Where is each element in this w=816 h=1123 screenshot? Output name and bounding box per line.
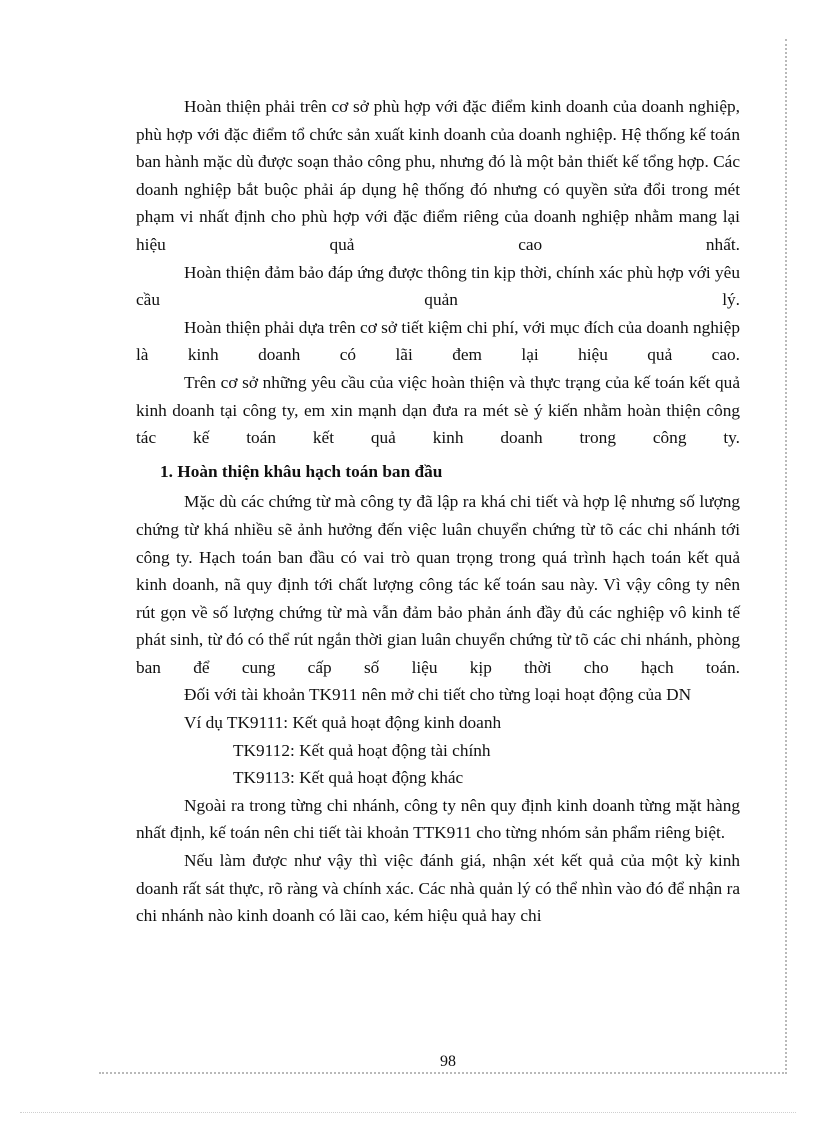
section-heading: 1. Hoàn thiện khâu hạch toán ban đầu <box>160 461 443 481</box>
paragraph: Đối với tài khoản TK911 nên mở chi tiết cho từng loại hoạt động của DN <box>184 685 692 705</box>
page-number: 98 <box>440 1053 456 1070</box>
paragraph: Nếu làm được như vậy thì việc đánh giá, nhận xét kết quả của một kỳ kinh doanh rất sát thực, rõ ràng và chính xác. Các nhà quản lý có thể nhìn vào đó để nhận ra chi nhánh nào kinh doanh có lãi cao, kém hiệu quả hay chi <box>136 851 740 926</box>
document-body <box>136 93 740 930</box>
paragraph: Hoàn thiện phải dựa trên cơ sở tiết kiệm chi phí, với mục đích của doanh nghiệp là kinh doanh có lãi đem lại hiệu quả cao. <box>136 317 740 365</box>
paragraph: Ngoài ra trong từng chi nhánh, công ty nên quy định kinh doanh từng mặt hàng nhất định, kế toán nên chi tiết tài khoản TTK911 cho từng nhóm sản phẩm riêng biệt. <box>136 795 740 843</box>
paragraph: Hoàn thiện phải trên cơ sở phù hợp với đặc điểm kinh doanh của doanh nghiệp, phù hợp với đặc điểm tổ chức sản xuất kinh doanh của doanh nghiệp. Hệ thống kế toán ban hành mặc dù được soạn thảo công phu, nhưng đó là một bản thiết kế tổng hợp. Các doanh nghiệp bắt buộc phải áp dụng hệ thống đó nhưng có quyền sửa đổi trong mét phạm vi nhất định cho phù hợp với đặc điểm riêng của doanh nghiệp nhằm mang lại hiệu quả cao nhất. <box>136 97 740 254</box>
paragraph: Mặc dù các chứng từ mà công ty đã lập ra khá chi tiết và hợp lệ nhưng số lượng chứng từ khá nhiều sẽ ảnh hưởng đến việc luân chuyển chứng từ tõ các chi nhánh tới công ty. Hạch toán ban đầu có vai trò quan trọng trong quá trình hạch toán kết quả kinh doanh, nã quy định tới chất lượng công tác kế toán sau này. Vì vậy công ty nên rút gọn về số lượng chứng từ mà vẫn đảm bảo phản ánh đầy đủ các nghiệp vô kinh tế phát sinh, từ đó có thể rút ngắn thời gian luân chuyển chứng từ tõ các chi nhánh, phòng ban để cung cấp số liệu kịp thời cho hạch toán. <box>136 492 740 677</box>
example-line: TK9112: Kết quả hoạt động tài chính <box>233 740 491 760</box>
paragraph: Trên cơ sở những yêu cầu của việc hoàn thiện và thực trạng của kế toán kết quả kinh doanh tại công ty, em xin mạnh dạn đưa ra mét sè ý kiến nhằm hoàn thiện công tác kế toán kết quả kinh doanh trong công ty. <box>136 372 740 448</box>
example-line: Ví dụ TK9111: Kết quả hoạt động kinh doanh <box>184 713 502 733</box>
example-line: TK9113: Kết quả hoạt động khác <box>233 768 464 788</box>
bottom-rule <box>20 1112 796 1113</box>
paragraph: Hoàn thiện đảm bảo đáp ứng được thông tin kịp thời, chính xác phù hợp với yêu cầu quản lý. <box>136 262 740 310</box>
